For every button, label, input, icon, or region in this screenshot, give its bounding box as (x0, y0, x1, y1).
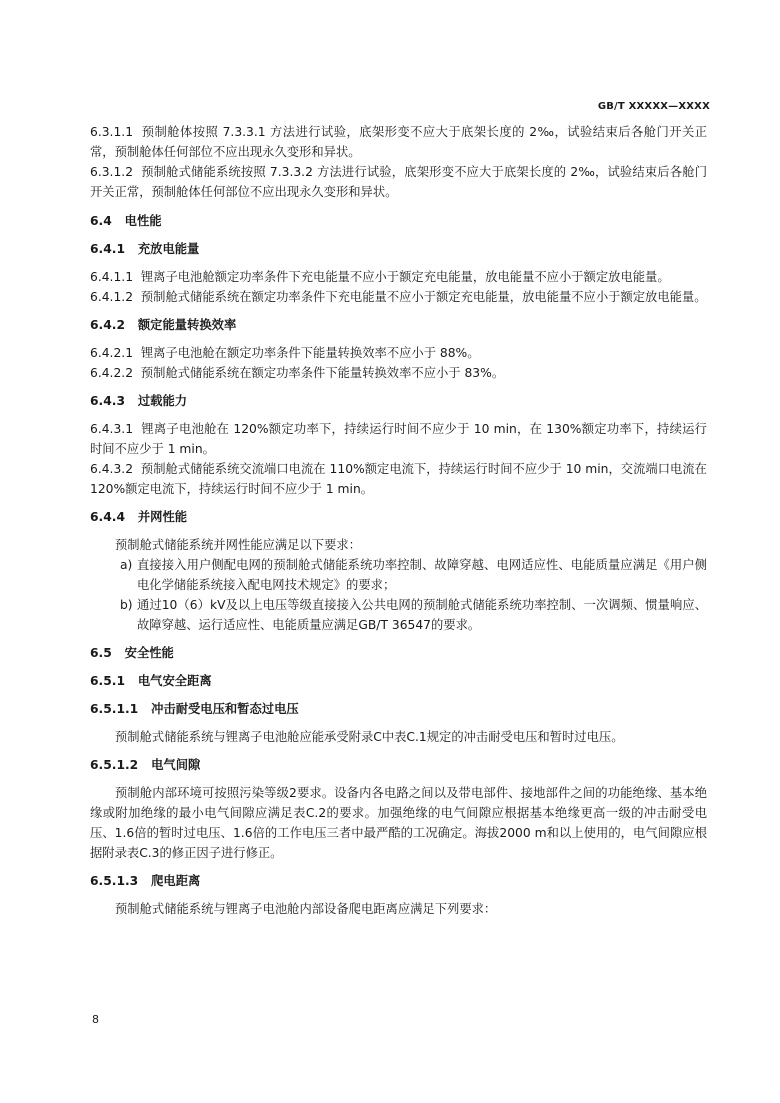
clause-text: 预制舱体按照 7.3.3.1 方法进行试验，底架形变不应大于底架长度的 2‰，试验结束后各舱门开关正常，预制舱体任何部位不应出现永久变形和异状。 (90, 125, 707, 159)
section-title: 并网性能 (137, 510, 188, 524)
section-title: 安全性能 (124, 646, 174, 660)
clause-6-3-1-1 (90, 122, 707, 162)
paragraph-6-5-1-2: 预制舱内部环境可按照污染等级2要求。设备内各电路之间以及带电部件、接地部件之间的功能绝缘、基本绝缘或附加绝缘的最小电气间隙应满足表C.2的要求。加强绝缘的电气间隙应根据基本绝缘更高一级的冲击耐受电压、1.6倍的暂时过电压、1.6倍的工作电压三者中最严酷的工况确定。海拔2000 m和以上使用的，电气间隙应根据附录表C.3的修正因子进行修正。 (90, 786, 707, 860)
clause-text: 锂离子电池舱在额定功率条件下能量转换效率不应小于 88%。 (140, 346, 480, 360)
list-item-b (90, 595, 707, 635)
section-heading-6-4-4 (90, 507, 707, 527)
clause-number: 6.3.1.1 (90, 125, 134, 139)
list-text: 直接接入用户侧配电网的预制舱式储能系统功率控制、故障穿越、电网适应性、电能质量应满足《用户侧电化学储能系统接入配电网技术规定》的要求； (137, 558, 707, 592)
section-heading-6-5 (90, 643, 707, 663)
page-number: 8 (92, 1013, 99, 1026)
section-heading-6-4-1 (90, 239, 707, 259)
section-heading-6-4-2 (90, 315, 707, 335)
clause-number: 6.4.2.2 (90, 366, 134, 380)
clause-number: 6.4.3.2 (90, 462, 134, 476)
section-title: 爬电距离 (151, 874, 201, 888)
clause-6-4-1-2 (90, 287, 707, 307)
clause-6-4-3-2 (90, 459, 707, 499)
paragraph-6-5-1-3: 预制舱式储能系统与锂离子电池舱内部设备爬电距离应满足下列要求： (115, 902, 497, 916)
section-heading-6-5-1 (90, 671, 707, 691)
clause-number: 6.4.1.2 (90, 290, 134, 304)
standard-number: GB/T XXXXX—XXXX (597, 101, 710, 112)
section-heading-6-5-1-3 (90, 871, 707, 891)
section-title: 冲击耐受电压和暂态过电压 (151, 702, 299, 716)
clause-number: 6.4.1.1 (90, 270, 134, 284)
list-marker: b) (120, 598, 133, 612)
section-number: 6.4.2 (90, 318, 126, 332)
section-number: 6.4.4 (90, 510, 126, 524)
section-number: 6.5 (90, 646, 112, 660)
clause-text: 锂离子电池舱在 120%额定功率下，持续运行时间不应少于 10 min，在 130%额定功率下，持续运行时间不应少于 1 min。 (90, 422, 707, 456)
clause-text: 预制舱式储能系统在额定功率条件下充电能量不应小于额定充电能量，放电能量不应小于额定放电能量。 (140, 290, 707, 304)
section-number: 6.4.1 (90, 242, 126, 256)
section-number: 6.5.1 (90, 674, 126, 688)
list-item-a (90, 555, 707, 595)
list-marker: a) (120, 558, 133, 572)
clause-6-4-2-2 (90, 363, 707, 383)
section-title: 电性能 (124, 214, 162, 228)
paragraph-6-5-1-1: 预制舱式储能系统与锂离子电池舱应能承受附录C中表C.1规定的冲击耐受电压和暂时过电压。 (115, 730, 624, 744)
clause-text: 预制舱式储能系统在额定功率条件下能量转换效率不应小于 83%。 (140, 366, 505, 380)
section-number: 6.4 (90, 214, 112, 228)
list-text: 通过10（6）kV及以上电压等级直接接入公共电网的预制舱式储能系统功率控制、一次调频、惯量响应、故障穿越、运行适应性、电能质量应满足GB/T 36547的要求。 (137, 598, 707, 632)
section-title: 过载能力 (137, 394, 188, 408)
section-number: 6.5.1.1 (90, 702, 139, 716)
section-number: 6.5.1.2 (90, 758, 139, 772)
section-title: 电气间隙 (151, 758, 201, 772)
section-title: 额定能量转换效率 (137, 318, 237, 332)
document-body (90, 122, 707, 919)
section-title: 充放电能量 (137, 242, 200, 256)
clause-text: 预制舱式储能系统按照 7.3.3.2 方法进行试验，底架形变不应大于底架长度的 2‰，试验结束后各舱门开关正常，预制舱体任何部位不应出现永久变形和异状。 (90, 165, 707, 199)
clause-text: 锂离子电池舱额定功率条件下充电能量不应小于额定充电能量，放电能量不应小于额定放电能量。 (140, 270, 670, 284)
section-heading-6-5-1-2 (90, 755, 707, 775)
clause-number: 6.4.2.1 (90, 346, 134, 360)
clause-6-3-1-2 (90, 162, 707, 202)
clause-6-4-1-1 (90, 267, 707, 287)
clause-6-4-2-1 (90, 343, 707, 363)
intro-paragraph: 预制舱式储能系统并网性能应满足以下要求： (115, 538, 361, 552)
section-number: 6.5.1.3 (90, 874, 139, 888)
section-title: 电气安全距离 (137, 674, 212, 688)
section-heading-6-4-3 (90, 391, 707, 411)
clause-text: 预制舱式储能系统交流端口电流在 110%额定电流下，持续运行时间不应少于 10 min，交流端口电流在 120%额定电流下，持续运行时间不应少于 1 min。 (90, 462, 707, 496)
section-number: 6.4.3 (90, 394, 126, 408)
section-heading-6-5-1-1 (90, 699, 707, 719)
clause-number: 6.3.1.2 (90, 165, 134, 179)
section-heading-6-4 (90, 211, 707, 231)
clause-6-4-3-1 (90, 419, 707, 459)
clause-number: 6.4.3.1 (90, 422, 134, 436)
